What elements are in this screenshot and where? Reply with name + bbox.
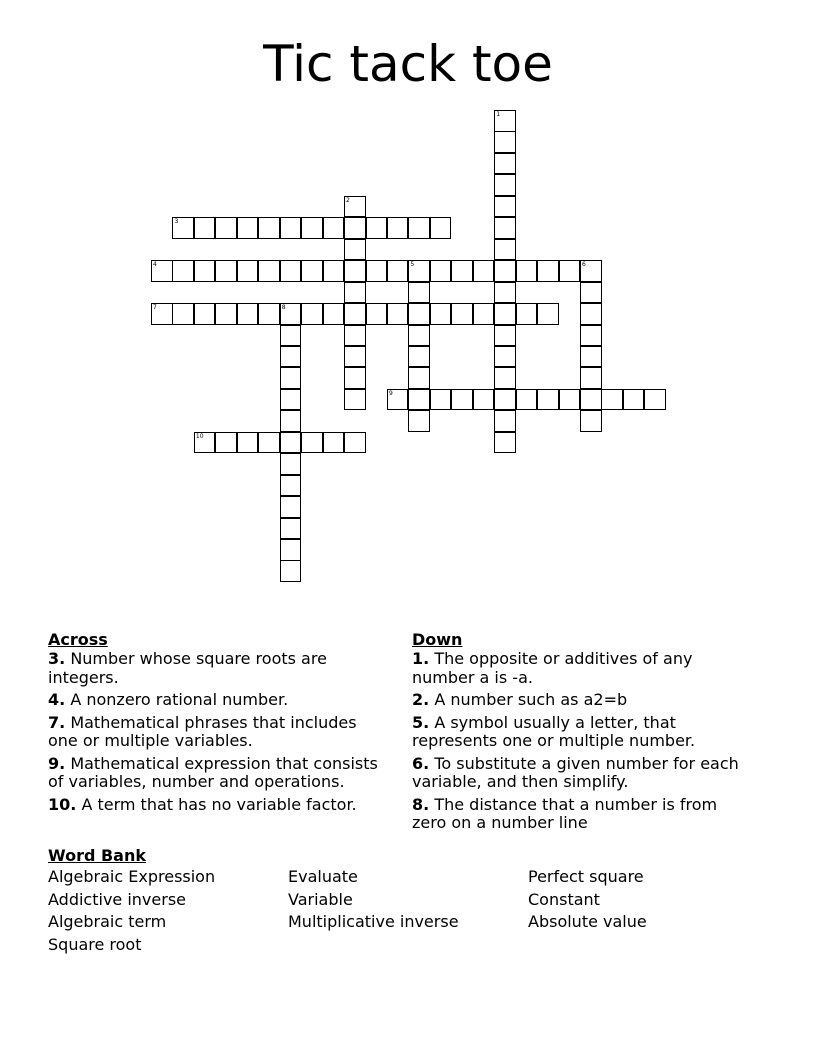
cell-number: 9 — [388, 389, 393, 397]
grid-cell[interactable] — [644, 389, 666, 411]
grid-cell[interactable] — [408, 367, 430, 389]
clue-text: Number whose square roots are integers. — [48, 649, 327, 687]
grid-cell[interactable] — [559, 389, 581, 411]
grid-cell[interactable] — [280, 432, 302, 454]
grid-cell[interactable] — [387, 217, 409, 239]
grid-cell[interactable] — [494, 282, 516, 304]
across-heading: Across — [48, 630, 108, 649]
grid-cell[interactable] — [215, 260, 237, 282]
grid-cell[interactable] — [301, 303, 323, 325]
grid-cell[interactable] — [344, 196, 366, 218]
grid-cell[interactable] — [280, 260, 302, 282]
word-bank-item: Constant — [528, 889, 600, 909]
grid-cell[interactable] — [194, 432, 216, 454]
clue-item — [412, 650, 752, 687]
grid-cell[interactable] — [408, 217, 430, 239]
grid-cell[interactable] — [580, 410, 602, 432]
grid-cell[interactable] — [580, 389, 602, 411]
grid-cell[interactable] — [494, 346, 516, 368]
grid-cell[interactable] — [408, 410, 430, 432]
word-bank-item: Absolute value — [528, 912, 647, 932]
grid-cell[interactable] — [473, 389, 495, 411]
clue-text: Mathematical phrases that includes one or multiple variables. — [48, 712, 357, 750]
clue-item — [48, 650, 388, 687]
grid-cell[interactable] — [215, 303, 237, 325]
grid-cell[interactable] — [580, 346, 602, 368]
grid-cell[interactable] — [366, 217, 388, 239]
grid-cell[interactable] — [494, 110, 516, 132]
grid-cell[interactable] — [494, 432, 516, 454]
grid-cell[interactable] — [280, 367, 302, 389]
grid-cell[interactable] — [344, 303, 366, 325]
clue-number: 2. — [412, 690, 430, 709]
grid-cell[interactable] — [172, 217, 194, 239]
cell-number: 4 — [153, 261, 157, 269]
clue-text: To substitute a given number for each variable, and then simplify. — [412, 753, 739, 791]
grid-cell[interactable] — [280, 217, 302, 239]
grid-cell[interactable] — [344, 367, 366, 389]
grid-cell[interactable] — [430, 217, 452, 239]
grid-cell[interactable] — [344, 389, 366, 411]
grid-cell[interactable] — [494, 131, 516, 153]
grid-cell[interactable] — [194, 260, 216, 282]
grid-cell[interactable] — [408, 325, 430, 347]
page-title: Tic tack toe — [263, 35, 553, 93]
grid-cell[interactable] — [494, 153, 516, 175]
grid-cell[interactable] — [237, 432, 259, 454]
down-clues — [412, 630, 752, 837]
grid-cell[interactable] — [323, 260, 345, 282]
clue-text: Mathematical expression that consists of variables, number and operations. — [48, 753, 378, 791]
grid-cell[interactable] — [580, 325, 602, 347]
grid-cell[interactable] — [537, 303, 559, 325]
cell-number: 3 — [174, 218, 179, 226]
grid-cell[interactable] — [194, 217, 216, 239]
clue-text: A term that has no variable factor. — [81, 794, 357, 814]
grid-cell[interactable] — [537, 260, 559, 282]
grid-cell[interactable] — [494, 389, 516, 411]
grid-cell[interactable] — [516, 303, 538, 325]
grid-cell[interactable] — [151, 303, 173, 325]
grid-cell[interactable] — [408, 389, 430, 411]
word-bank-item: Perfect square — [528, 867, 644, 886]
grid-cell[interactable] — [580, 282, 602, 304]
grid-cell[interactable] — [494, 174, 516, 196]
word-bank-list — [48, 866, 768, 957]
word-bank-item: Square root — [48, 935, 142, 955]
grid-cell[interactable] — [344, 325, 366, 347]
clue-text: A nonzero rational number. — [70, 690, 289, 709]
grid-cell[interactable] — [408, 282, 430, 304]
grid-cell[interactable] — [280, 325, 302, 347]
grid-cell[interactable] — [215, 432, 237, 454]
grid-cell[interactable] — [408, 303, 430, 325]
grid-cell[interactable] — [280, 475, 302, 497]
clue-item — [48, 714, 388, 751]
clue-text: A number such as a2=b — [434, 690, 628, 709]
grid-cell[interactable] — [194, 303, 216, 325]
grid-cell[interactable] — [151, 260, 173, 282]
grid-cell[interactable] — [237, 217, 259, 239]
clue-item — [412, 714, 752, 751]
grid-cell[interactable] — [301, 432, 323, 454]
clue-item — [412, 691, 752, 710]
clue-item — [48, 796, 388, 815]
word-bank-item: Algebraic term — [48, 912, 167, 932]
grid-cell[interactable] — [451, 389, 473, 411]
clue-number: 4. — [48, 690, 66, 709]
clue-number: 9. — [48, 753, 66, 773]
down-heading: Down — [412, 630, 463, 649]
grid-cell[interactable] — [237, 260, 259, 282]
grid-cell[interactable] — [323, 217, 345, 239]
grid-cell[interactable] — [323, 432, 345, 454]
word-bank-item: Multiplicative inverse — [288, 912, 459, 932]
cell-number: 1 — [496, 111, 501, 118]
across-clues — [48, 630, 388, 818]
grid-cell[interactable] — [258, 217, 280, 239]
cell-number: 2 — [346, 196, 350, 204]
grid-cell[interactable] — [430, 389, 452, 411]
grid-cell[interactable] — [344, 282, 366, 304]
grid-cell[interactable] — [280, 410, 302, 432]
grid-cell[interactable] — [172, 260, 194, 282]
grid-cell[interactable] — [408, 260, 430, 282]
grid-cell[interactable] — [494, 410, 516, 432]
grid-cell[interactable] — [280, 389, 302, 411]
word-bank-item: Addictive inverse — [48, 889, 186, 909]
grid-cell[interactable] — [451, 303, 473, 325]
grid-cell[interactable] — [516, 389, 538, 411]
cell-number: 8 — [281, 304, 286, 312]
grid-cell[interactable] — [494, 303, 516, 325]
grid-cell[interactable] — [623, 389, 645, 411]
grid-cell[interactable] — [494, 217, 516, 239]
grid-cell[interactable] — [215, 217, 237, 239]
clue-item — [412, 796, 752, 833]
grid-cell[interactable] — [280, 453, 302, 475]
grid-cell[interactable] — [301, 260, 323, 282]
clue-number: 6. — [412, 753, 430, 773]
grid-cell[interactable] — [430, 260, 452, 282]
grid-cell[interactable] — [516, 260, 538, 282]
cell-number: 7 — [153, 304, 157, 312]
grid-cell[interactable] — [494, 196, 516, 218]
word-bank-heading: Word Bank — [48, 846, 147, 865]
word-bank — [48, 846, 768, 957]
grid-cell[interactable] — [344, 346, 366, 368]
grid-cell[interactable] — [280, 496, 302, 518]
grid-cell[interactable] — [494, 325, 516, 347]
grid-cell[interactable] — [323, 303, 345, 325]
grid-cell[interactable] — [172, 303, 194, 325]
grid-cell[interactable] — [537, 389, 559, 411]
grid-cell[interactable] — [280, 346, 302, 368]
clue-item — [48, 755, 388, 792]
grid-cell[interactable] — [366, 260, 388, 282]
grid-cell[interactable] — [344, 260, 366, 282]
clue-number: 3. — [48, 649, 66, 668]
grid-cell[interactable] — [451, 260, 473, 282]
grid-cell[interactable] — [580, 303, 602, 325]
grid-cell[interactable] — [580, 367, 602, 389]
grid-cell[interactable] — [344, 217, 366, 239]
grid-cell[interactable] — [387, 260, 409, 282]
cell-number: 6 — [582, 261, 586, 269]
grid-cell[interactable] — [494, 260, 516, 282]
clue-text: The opposite or additives of any number a is -a. — [412, 649, 693, 687]
clue-number: 5. — [412, 712, 430, 732]
grid-cell[interactable] — [430, 303, 452, 325]
grid-cell[interactable] — [280, 518, 302, 540]
grid-cell[interactable] — [473, 260, 495, 282]
grid-cell[interactable] — [473, 303, 495, 325]
grid-cell[interactable] — [559, 260, 581, 282]
clue-item — [412, 755, 752, 792]
grid-cell[interactable] — [280, 539, 302, 561]
grid-cell[interactable] — [344, 239, 366, 261]
clue-number: 7. — [48, 712, 66, 732]
grid-cell[interactable] — [366, 303, 388, 325]
clue-number: 8. — [412, 794, 430, 814]
word-bank-item: Algebraic Expression — [48, 867, 216, 886]
cell-number: 5 — [410, 261, 415, 269]
grid-cell[interactable] — [387, 303, 409, 325]
grid-cell[interactable] — [601, 389, 623, 411]
grid-cell[interactable] — [580, 260, 602, 282]
clue-text: A symbol usually a letter, that represents one or multiple number. — [412, 712, 696, 750]
grid-cell[interactable] — [344, 432, 366, 454]
word-bank-item: Evaluate — [288, 867, 358, 886]
grid-cell[interactable] — [494, 367, 516, 389]
grid-cell[interactable] — [301, 217, 323, 239]
grid-cell[interactable] — [237, 303, 259, 325]
grid-cell[interactable] — [280, 303, 302, 325]
grid-cell[interactable] — [258, 260, 280, 282]
grid-cell[interactable] — [494, 239, 516, 261]
cell-number: 10 — [195, 432, 204, 440]
word-bank-item: Variable — [288, 889, 353, 909]
grid-cell[interactable] — [387, 389, 409, 411]
clue-text: The distance that a number is from zero on a number line — [412, 794, 718, 832]
grid-cell[interactable] — [258, 303, 280, 325]
clue-item — [48, 691, 388, 710]
grid-cell[interactable] — [258, 432, 280, 454]
clue-number: 1. — [412, 649, 430, 668]
clue-number: 10. — [48, 794, 77, 814]
grid-cell[interactable] — [280, 560, 302, 582]
grid-cell[interactable] — [408, 346, 430, 368]
